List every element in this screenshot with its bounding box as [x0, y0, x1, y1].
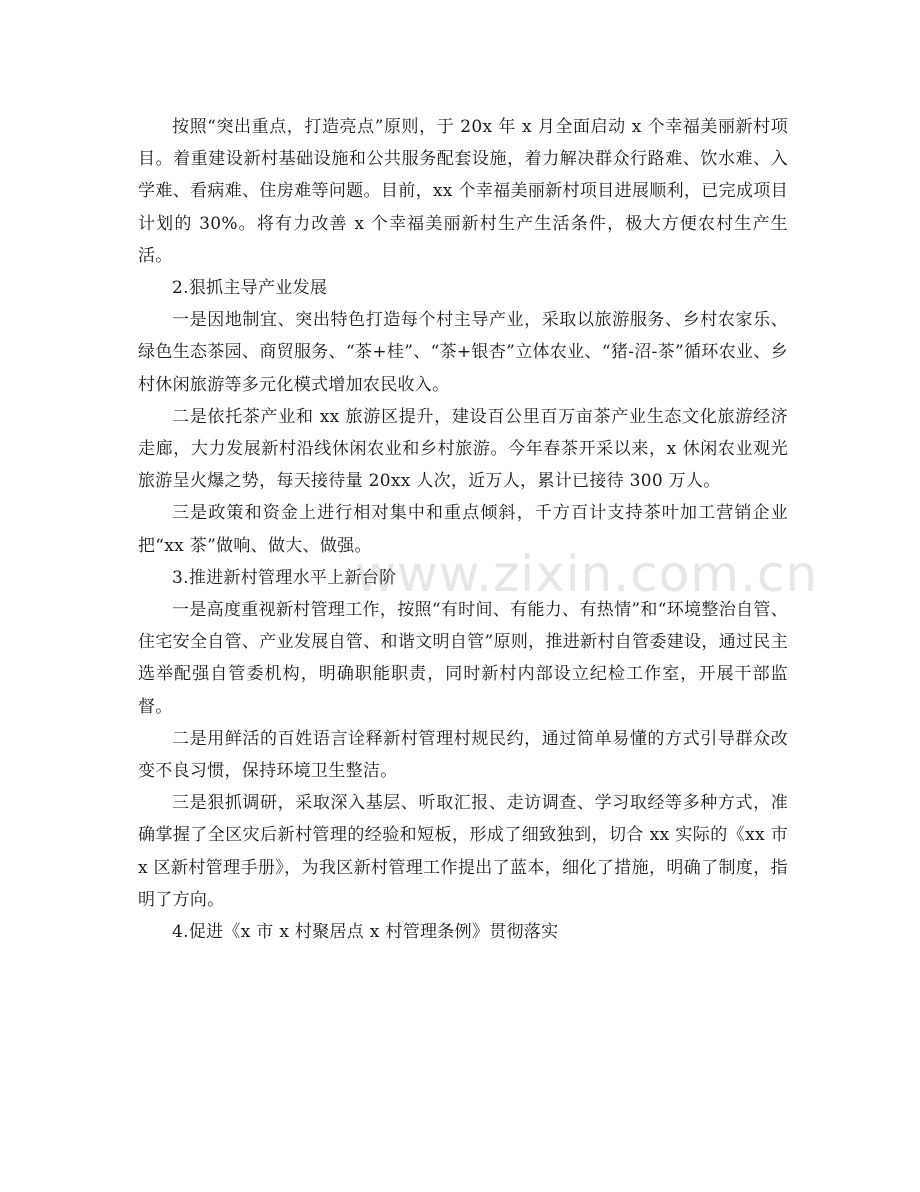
paragraph-intro: 按照“突出重点，打造亮点”原则，于 20x 年 x 月全面启动 x 个幸福美丽新村项目。着重建设新村基础设施和公共服务配套设施，着力解决群众行路难、饮水难、入学难、看病难、住房难等问题。目前，xx 个幸福美丽新村项目进展顺利，已完成项目计划的 30%。将有力改善 x 个幸福美丽新村生产生活条件，极大方便农村生产生活。	[138, 117, 788, 266]
section-heading-3: 3.推进新村管理水平上新台阶	[172, 567, 397, 588]
paragraph-2-2: 二是依托茶产业和 xx 旅游区提升，建设百公里百万亩茶产业生态文化旅游经济走廊，大力发展新村沿线休闲农业和乡村旅游。今年春茶开采以来，x 休闲农业观光旅游呈火爆之势，每天接待量 20xx 人次，近万人，累计已接待 300 万人。	[138, 406, 788, 492]
paragraph-2-1: 一是因地制宜、突出特色打造每个村主导产业，采取以旅游服务、乡村农家乐、绿色生态茶园、商贸服务、“茶+桂”、“茶+银杏”立体农业、“猪-沼-茶”循环农业、乡村休闲旅游等多元化模式增加农民收入。	[138, 310, 788, 395]
paragraph-2-3: 三是政策和资金上进行相对集中和重点倾斜，千方百计支持茶叶加工营销企业把“xx 茶”做响、做大、做强。	[138, 503, 788, 556]
section-heading-2: 2.狠抓主导产业发展	[172, 278, 328, 299]
paragraph-3-3: 三是狠抓调研，采取深入基层、听取汇报、走访调查、学习取经等多种方式，准确掌握了全区灾后新村管理的经验和短板，形成了细致独到，切合 xx 实际的《xx 市 x 区新村管理手册》，为我区新村管理工作提出了蓝本，细化了措施，明确了制度，指明了方向。	[138, 793, 788, 910]
paragraph-3-2: 二是用鲜活的百姓语言诠释新村管理村规民约，通过简单易懂的方式引导群众改变不良习惯，保持环境卫生整洁。	[138, 728, 788, 782]
paragraph-3-1: 一是高度重视新村管理工作，按照“有时间、有能力、有热情”和“环境整治自管、住宅安全自管、产业发展自管、和谐文明自管”原则，推进新村自管委建设，通过民主选举配强自管委机构，明确职能职责，同时新村内部设立纪检工作室，开展干部监督。	[138, 600, 788, 717]
watermark: www.zixin.com.cn	[355, 545, 819, 603]
document-body	[138, 111, 788, 948]
section-heading-4: 4.促进《x 市 x 村聚居点 x 村管理条例》贯彻落实	[172, 922, 559, 943]
